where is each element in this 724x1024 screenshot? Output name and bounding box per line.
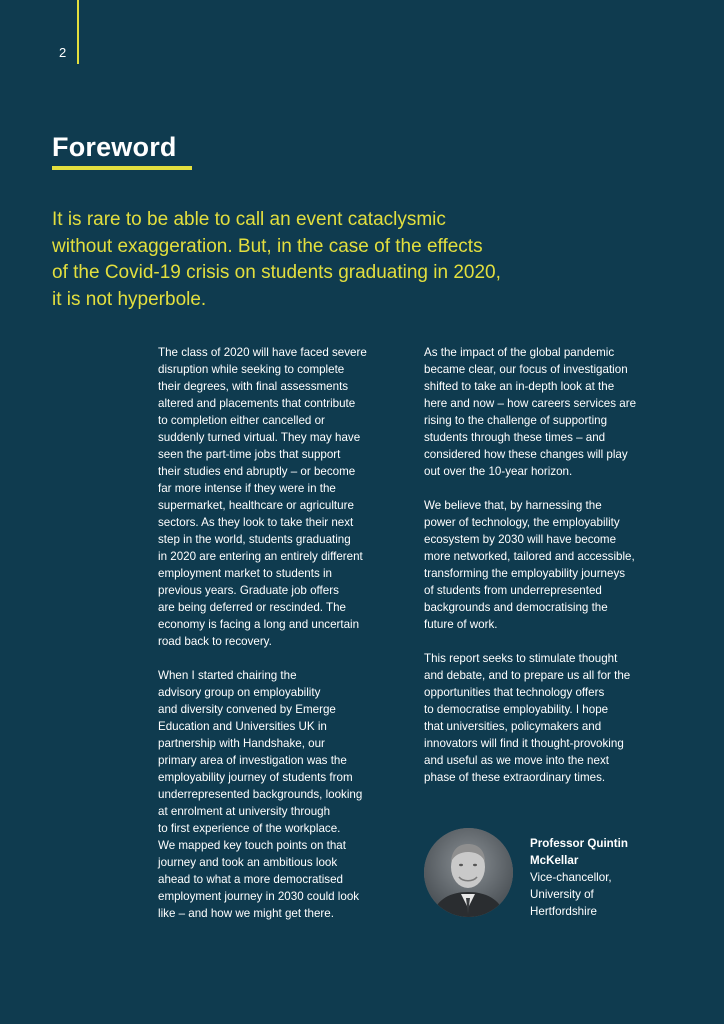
body-line: considered how these changes will play — [424, 448, 628, 461]
body-line: became clear, our focus of investigation — [424, 363, 628, 376]
body-line: underrepresented backgrounds, looking — [158, 788, 363, 801]
author-name-line: McKellar — [530, 854, 579, 867]
body-line: shifted to take an in-depth look at the — [424, 380, 615, 393]
intro-line: without exaggeration. But, in the case of the effects — [52, 235, 483, 257]
author-role — [530, 869, 670, 920]
body-line: step in the world, students graduating — [158, 533, 351, 546]
body-line: more networked, tailored and accessible, — [424, 550, 635, 563]
body-line: The class of 2020 will have faced severe — [158, 346, 367, 359]
body-line: employment journey in 2030 could look — [158, 890, 360, 903]
body-line: seen the part-time jobs that support — [158, 448, 341, 461]
intro-quote — [52, 207, 592, 313]
body-line: like – and how we might get there. — [158, 907, 334, 920]
intro-line: it is not hyperbole. — [52, 288, 207, 310]
body-line: and diversity convened by Emerge — [158, 703, 336, 716]
body-line: to completion either cancelled or — [158, 414, 325, 427]
body-line: journey and took an ambitious look — [158, 856, 338, 869]
body-line: far more intense if they were in the — [158, 482, 336, 495]
body-line: out over the 10-year horizon. — [424, 465, 573, 478]
body-line: advisory group on employability — [158, 686, 321, 699]
body-line: road back to recovery. — [158, 635, 272, 648]
right-column — [424, 344, 676, 803]
author-name-line: Professor Quintin — [530, 837, 628, 850]
body-line: in 2020 are entering an entirely different — [158, 550, 363, 563]
body-line: and debate, and to prepare us all for the — [424, 669, 631, 682]
body-paragraph — [158, 667, 410, 922]
body-line: rising to the challenge of supporting — [424, 414, 608, 427]
body-line: suddenly turned virtual. They may have — [158, 431, 361, 444]
body-line: at enrolment at university through — [158, 805, 331, 818]
intro-line: It is rare to be able to call an event cataclysmic — [52, 209, 446, 230]
body-line: sectors. As they look to take their next — [158, 516, 354, 529]
author-caption — [530, 835, 670, 920]
intro-line: of the Covid-19 crisis on students graduating in 2020, — [52, 262, 501, 283]
body-line: ahead to what a more democratised — [158, 873, 343, 886]
body-line: phase of these extraordinary times. — [424, 771, 606, 784]
avatar — [424, 828, 513, 917]
body-line: opportunities that technology offers — [424, 686, 605, 699]
page-divider-line — [77, 0, 79, 64]
body-line: economy is facing a long and uncertain — [158, 618, 360, 631]
body-line: here and now – how careers services are — [424, 397, 637, 410]
portrait-icon — [424, 828, 513, 917]
body-line: to first experience of the workplace. — [158, 822, 341, 835]
page-title: Foreword — [52, 132, 177, 162]
body-line: power of technology, the employability — [424, 516, 620, 529]
author-name — [530, 835, 670, 869]
body-line: future of work. — [424, 618, 498, 631]
title-underline — [52, 166, 192, 170]
body-paragraph — [424, 650, 676, 786]
body-line: We believe that, by harnessing the — [424, 499, 602, 512]
body-line: transforming the employability journeys — [424, 567, 626, 580]
body-line: supermarket, healthcare or agriculture — [158, 499, 354, 512]
body-line: to democratise employability. I hope — [424, 703, 609, 716]
body-paragraph — [424, 344, 676, 480]
body-line: their studies end abruptly – or become — [158, 465, 356, 478]
body-line: disruption while seeking to complete — [158, 363, 345, 376]
author-role-line: Vice-chancellor, — [530, 871, 612, 884]
body-line: Education and Universities UK in — [158, 720, 327, 733]
page-number: 2 — [59, 45, 67, 60]
author-role-line: University of — [530, 888, 594, 901]
author-role-line: Hertfordshire — [530, 905, 598, 918]
body-line: employability journey of students from — [158, 771, 353, 784]
body-line: are being deferred or rescinded. The — [158, 601, 346, 614]
body-line: that universities, policymakers and — [424, 720, 602, 733]
body-line: employment market to students in — [158, 567, 332, 580]
body-line: of students from underrepresented — [424, 584, 602, 597]
left-column — [158, 344, 410, 939]
body-line: previous years. Graduate job offers — [158, 584, 339, 597]
body-line: their degrees, with final assessments — [158, 380, 349, 393]
body-line: primary area of investigation was the — [158, 754, 347, 767]
body-line: ecosystem by 2030 will have become — [424, 533, 617, 546]
body-line: students through these times – and — [424, 431, 606, 444]
body-line: When I started chairing the — [158, 669, 297, 682]
body-line: and useful as we move into the next — [424, 754, 609, 767]
body-line: As the impact of the global pandemic — [424, 346, 615, 359]
body-paragraph — [158, 344, 410, 650]
body-line: altered and placements that contribute — [158, 397, 356, 410]
body-line: We mapped key touch points on that — [158, 839, 346, 852]
body-line: partnership with Handshake, our — [158, 737, 325, 750]
body-line: innovators will find it thought-provoking — [424, 737, 624, 750]
body-line: backgrounds and democratising the — [424, 601, 608, 614]
body-paragraph — [424, 497, 676, 633]
body-line: This report seeks to stimulate thought — [424, 652, 618, 665]
